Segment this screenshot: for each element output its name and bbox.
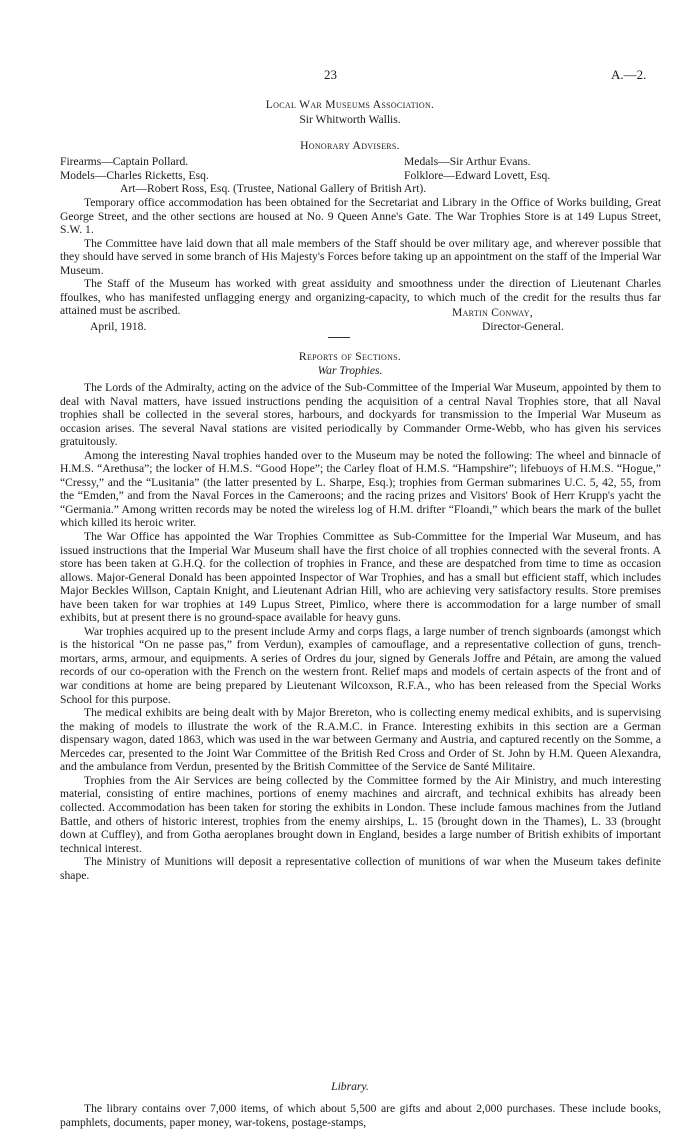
war-trophies-paragraph: War trophies acquired up to the present include Army and corps flags, a large number of trench signboards (amongst which is the historical “On ne passe pas,” from Verdun), examples of camouflage, and a representative collection of guns, trench-mortars, arms, armour, and equipments. A series of Ordres du jour, signed by Generals Joffre and Pétain, are among the valued records of our co-operation with the French on the western front. Relief maps and models of certain aspects of the front and of war conditions at home are being prepared by Lieutenant Wilcoxson, R.F.A., who has been released from the Special Works School for this purpose. [60, 624, 661, 706]
advisers-heading: Honorary Advisers. [300, 139, 400, 152]
intro-section [60, 196, 661, 318]
adviser-models: Models—Charles Ricketts, Esq. [60, 169, 209, 182]
library-section [60, 1102, 661, 1129]
signatory-name: Martin Conway, [452, 306, 534, 319]
signatory-title: Director-General. [482, 320, 564, 333]
war-trophies-section [60, 381, 661, 882]
library-paragraph: The library contains over 7,000 items, of which about 5,500 are gifts and about 2,000 purchases. These include books, pamphlets, documents, paper money, war-tokens, postage-stamps, [60, 1102, 661, 1129]
war-trophies-paragraph: Among the interesting Naval trophies handed over to the Museum may be noted the following: The wheel and binnacle of H.M.S. “Arethusa”; the locker of H.M.S. “Good Hope”; the Carley float of H.M.S. “Hampshire”; lifebuoys of H.M.S. “Hogue,” “Cressy,” and the “Lusitania” (the latter presented by L. Sharpe, Esq.); trophies from German submarines U.C. 5, 42, 55, from the “Emden,” and from the Naval Forces in the Cameroons; and the racing prizes and Visitors' Book of Herr Krupp's yacht the “Germania.” Among written records may be noted the wireless log of H.M. drifter “Floandi,” which bears the mark of the bullet which killed its heroic writer. [60, 448, 661, 530]
page-number: 23 [324, 67, 337, 82]
reports-heading: Reports of Sections. [298, 350, 402, 363]
intro-paragraph: Temporary office accommodation has been obtained for the Secretariat and Library in the Office of Works building, Great George Street, and the other sections are housed at No. 9 Queen Anne's Gate. The War Trophies Store is at 149 Lupus Street, S.W. 1. [60, 196, 661, 237]
war-trophies-paragraph: Trophies from the Air Services are being collected by the Committee formed by the Air Ministry, and much interesting material, consisting of entire machines, portions of enemy machines and aircraft, and technical exhibits has already been collected. Accommodation has been taken for storing the exhibits in London. These include famous machines from the Jutland Battle, and others of historic interest, trophies from the enemy airships, L. 15 (brought down in the Thames), L. 33 (brought down at Cuffley), and from Gotha aeroplanes brought down in England, besides a large number of British exhibits of important technical interest. [60, 773, 661, 855]
adviser-firearms: Firearms—Captain Pollard. [60, 155, 189, 168]
section-divider [328, 337, 350, 338]
war-trophies-heading: War Trophies. [317, 364, 383, 377]
war-trophies-paragraph: The War Office has appointed the War Trophies Committee as Sub-Committee for the Imperial War Museum, and has issued instructions that the Imperial War Museum shall have the first choice of all trophies connected with the several fronts. A store has been taken at G.H.Q. for the collection of trophies in France, and these are despatched from time to time as occasion allows. Major-General Donald has been appointed Inspector of War Trophies, and has a small but efficient staff, which includes Major Beckles Willson, Captain Knight, and Lieutenant Adrian Hill, who are achieving very satisfactory results. Store premises have been taken for war trophies at 149 Lupus Street, Pimlico, where there is accommodation for a large number of small exhibits, but at present there is no ground-space available for heavy guns. [60, 530, 661, 625]
signature-date: April, 1918. [90, 320, 147, 333]
association-title: Local War Museums Association. [265, 98, 435, 111]
intro-paragraph: The Staff of the Museum has worked with great assiduity and smoothness under the direction of Lieutenant Charles ffoulkes, who has manifested unflagging energy and organizing-capacity, to which much of the credit for the results thus far attained must be ascribed. [60, 277, 661, 318]
document-reference: A.—2. [611, 67, 647, 82]
association-chair: Sir Whitworth Wallis. [299, 113, 401, 126]
adviser-folklore: Folklore—Edward Lovett, Esq. [404, 169, 551, 182]
adviser-medals: Medals—Sir Arthur Evans. [404, 155, 531, 168]
library-heading: Library. [331, 1080, 369, 1093]
adviser-art: Art—Robert Ross, Esq. (Trustee, National Gallery of British Art). [120, 182, 427, 195]
war-trophies-paragraph: The Ministry of Munitions will deposit a representative collection of munitions of war when the Museum takes definite shape. [60, 855, 661, 882]
intro-paragraph: The Committee have laid down that all male members of the Staff should be over military age, and wherever possible that they should have served in some branch of His Majesty's Forces before taking up an appointment on the staff of the Imperial War Museum. [60, 236, 661, 277]
war-trophies-paragraph: The Lords of the Admiralty, acting on the advice of the Sub-Committee of the Imperial War Museum, appointed by them to deal with Naval matters, have issued instructions pending the acquisition of a central Naval Trophies store, that all Naval trophies shall be collected in the several stores, harbours, and dockyards for transmission to the Imperial War Museum as occasion arises. The several Naval stations are visited periodically by Commander Orme-Webb, who has given his services gratuitously. [60, 381, 661, 449]
war-trophies-paragraph: The medical exhibits are being dealt with by Major Brereton, who is collecting enemy medical exhibits, and is supervising the making of models to illustrate the work of the R.A.M.C. in France. Interesting exhibits in this section are a German dispensary wagon, dated 1863, which was used in the war between Germany and Austria, and captured recently on the Somme, a Mercedes car, presented to the Joint War Committee of the British Red Cross and Order of St. John by H.M. Queen Alexandra, and the ambulance from Verdun, presented by the British Committee of the Service de Santé Militaire. [60, 706, 661, 774]
